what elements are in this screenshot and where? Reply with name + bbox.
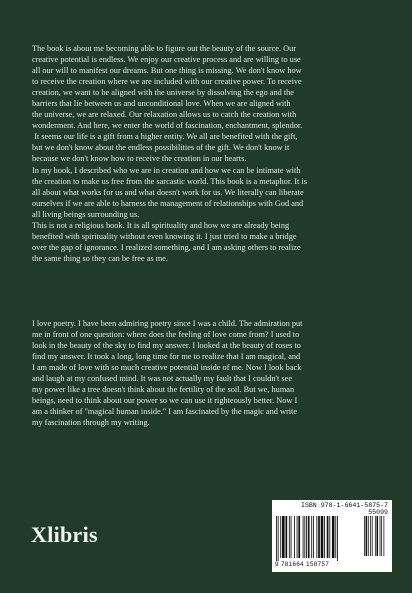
barcode-bar bbox=[318, 516, 320, 558]
barcode-bar bbox=[298, 516, 300, 558]
barcode-bar bbox=[304, 516, 305, 558]
barcode-bar bbox=[316, 516, 317, 558]
barcode-bar bbox=[278, 516, 279, 561]
barcode-bar bbox=[381, 516, 382, 556]
barcode-bar bbox=[297, 516, 298, 558]
barcode-bar bbox=[368, 516, 369, 556]
barcode-bar bbox=[327, 516, 329, 558]
price-code: 55099 bbox=[368, 509, 388, 516]
barcode-bar bbox=[324, 516, 325, 558]
barcode-bar bbox=[285, 516, 287, 558]
barcode-bar bbox=[375, 516, 376, 556]
barcode-bar bbox=[329, 516, 330, 558]
publisher-logo: Xlibris bbox=[31, 522, 98, 547]
barcode-bar bbox=[276, 516, 277, 561]
barcode-bar bbox=[311, 516, 312, 558]
addon-barcode-bars bbox=[364, 516, 388, 556]
barcode-bar bbox=[306, 516, 307, 558]
blurb-paragraph-2: I love poetry. I have been admiring poetry since I was a child. The admiration put me in front of one question: where does the feeling of love come from? I used to look in the beauty of the sky to find my answer. I looked at the beauty of roses to find my answer. It took a long, long time for me to realize that I am magical, and I am made of love with so much creative potential inside of me. Now I look back and laugh at my confused mind. It was not actually my fault that I couldn't see my power like a tree doesn't think about the fertility of the soil. But we, human beings, need to think about our power so we can use it righteously better. Now I am a thinker of "magical human inside." I am fascinated by the magic and write my fascination through my writing. bbox=[32, 319, 303, 428]
isbn-barcode bbox=[272, 500, 392, 572]
barcode-bar bbox=[282, 516, 285, 558]
barcode-bar bbox=[370, 516, 371, 556]
barcode-bar bbox=[364, 516, 365, 556]
isbn-label: ISBN 978-1-6641-5875-7 bbox=[300, 502, 388, 509]
barcode-bar bbox=[280, 516, 281, 558]
barcode-bar bbox=[366, 516, 368, 556]
barcode-bar bbox=[313, 516, 314, 558]
barcode-bar bbox=[337, 516, 338, 561]
barcode-bar bbox=[289, 516, 290, 558]
barcode-bar bbox=[372, 516, 373, 556]
ean-barcode-bars bbox=[276, 516, 360, 561]
barcode-digits: 9 781664 158757 bbox=[275, 561, 330, 568]
barcode-bar bbox=[291, 516, 292, 558]
blurb-paragraph-1: The book is about me becoming able to figure out the beauty of the source. Our creative potential is endless. We enjoy our creative process and are willing to use all our will to manifest our dreams. But one thing is missing. We don't know how to receive the creation where we are included with our creative power. To receive creation, we want to be aligned with the universe by dissolving the ego and the barriers that lie between us and unconditional love. When we are aligned with the universe, we are relaxed. Our relaxation allows us to catch the creation with wonderment. And here, we enter the world of fascination, enchantment, splendor. It seems our life is a gift from a higher entity. We all are benefited with the gift, but we don't know about the endless possibilities of the gift. We don't know it because we don't know how to receive the creation in our hearts. In my book, I described who we are in creation and how we can be intimate with the creation to make us free from the sarcastic world. This book is a metaphor. It is all about what works for us and what doesn't work for us. We literally can liberate ourselves if we are able to harness the management of relationships with God and all living beings surrounding us. This is not a religious book. It is all spirituality and how we are already being benefited with spirituality without even knowing it. I just tried to make a bridge over the gap of ignorance. I realized something, and I am asking others to realize the same thing so they can be free as me. bbox=[32, 44, 307, 263]
barcode-bar bbox=[380, 516, 381, 556]
barcode-bar bbox=[308, 516, 310, 558]
barcode-bar bbox=[321, 516, 324, 558]
barcode-bar bbox=[384, 516, 385, 556]
barcode-bar bbox=[332, 516, 335, 558]
barcode-bar bbox=[294, 516, 295, 558]
barcode-bar bbox=[376, 516, 378, 556]
barcode-bar bbox=[303, 516, 304, 558]
barcode-bar bbox=[335, 516, 336, 558]
